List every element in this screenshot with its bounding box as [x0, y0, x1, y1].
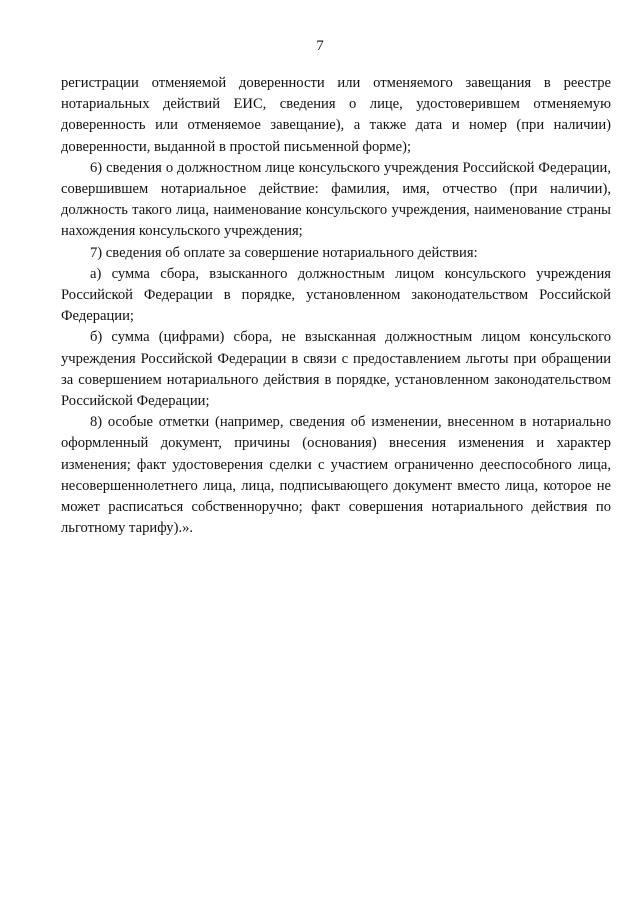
- paragraph-item-7b: б) сумма (цифрами) сбора, не взысканная должностным лицом консульского учреждения Российской Федерации в связи с предоставлением льготы при обращении за совершением нотариального действия в порядке, установленном законодательством Российской Федерации;: [61, 329, 611, 410]
- paragraph-item-6: 6) сведения о должностном лице консульского учреждения Российской Федерации, совершившем нотариальное действие: фамилия, имя, отчество (при наличии), должность такого лица, наименование консульского учреждения, наименование страны нахождения консульского учреждения;: [61, 159, 611, 240]
- paragraph-item-8: 8) особые отметки (например, сведения об изменении, внесенном в нотариально оформленный документ, причины (основания) внесения изменения и характер изменения; факт удостоверения сделки с участием ограниченно дееспособного лица, несовершеннолетнего лица, лица, подписывающего документ вместо лица, которое не может расписаться собственноручно; факт совершения нотариального действия по льготному тарифу).».: [61, 414, 611, 537]
- paragraph-item-7a: а) сумма сбора, взысканного должностным лицом консульского учреждения Российской Федерации в порядке, установленном законодательством Российской Федерации;: [61, 265, 611, 325]
- paragraph-continuation: регистрации отменяемой доверенности или отменяемого завещания в реестре нотариальных действий ЕИС, сведения о лице, удостоверившем отменяемую доверенность или отменяемое завещание), а также дата и номер (при наличии) доверенности, выданной в простой письменной форме);: [61, 75, 611, 155]
- page-number: 7: [316, 38, 324, 54]
- document-body: [61, 73, 611, 539]
- paragraph-item-7: 7) сведения об оплате за совершение нотариального действия:: [90, 244, 478, 261]
